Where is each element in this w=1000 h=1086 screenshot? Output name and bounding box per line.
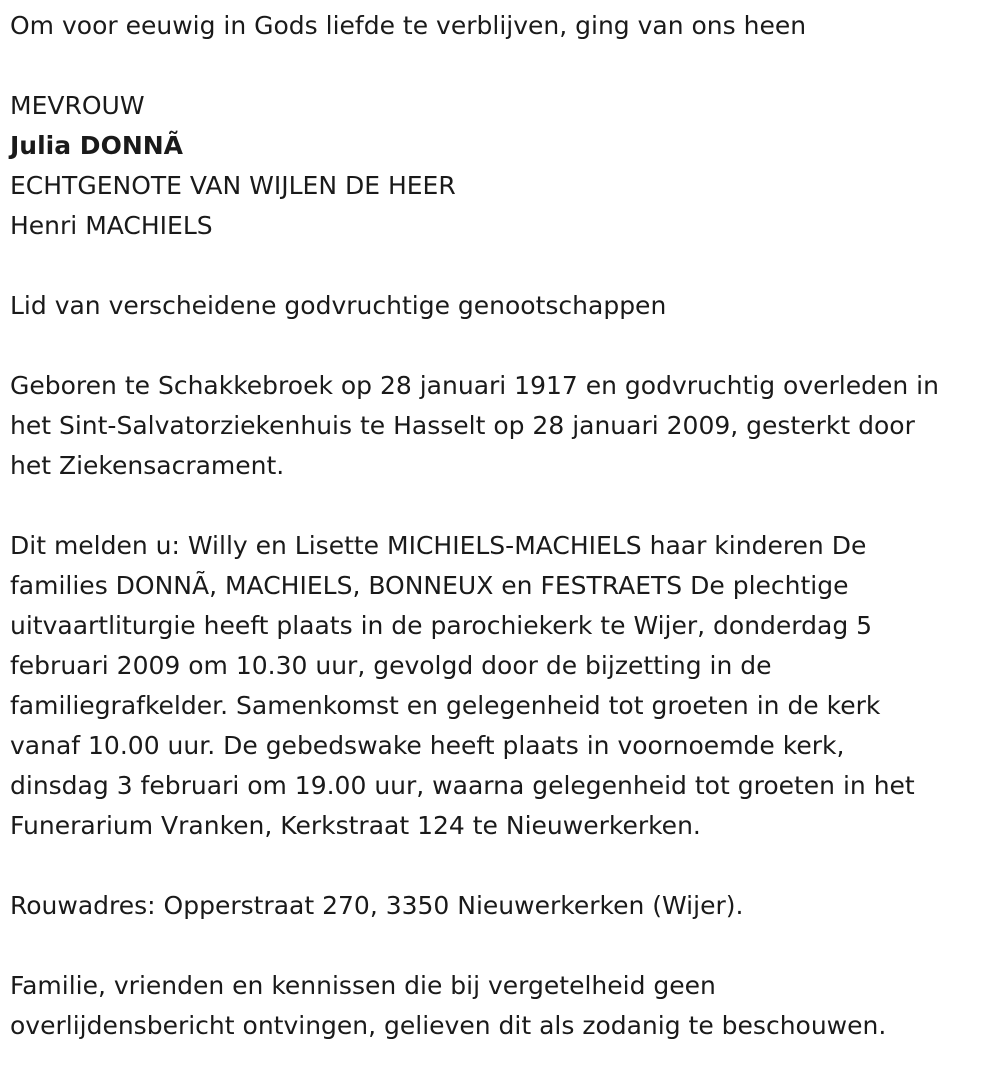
paragraph-line: families DONNÃ, MACHIELS, BONNEUX en FESTRAETS De plechtige — [10, 571, 849, 600]
obituary-notice — [10, 6, 995, 1046]
paragraph-line: het Sint-Salvatorziekenhuis te Hasselt op 28 januari 2009, gesterkt door — [10, 411, 915, 440]
paragraph-line: overlijdensbericht ontvingen, gelieven dit als zodanig te beschouwen. — [10, 1011, 887, 1040]
spacer — [10, 46, 995, 86]
paragraph-line: vanaf 10.00 uur. De gebedswake heeft plaats in voornoemde kerk, — [10, 731, 845, 760]
spacer — [10, 326, 995, 366]
membership-line: Lid van verscheidene godvruchtige genootschappen — [10, 291, 667, 320]
paragraph-line: februari 2009 om 10.30 uur, gevolgd door de bijzetting in de — [10, 651, 772, 680]
closing-paragraph — [10, 966, 995, 1046]
paragraph-line: het Ziekensacrament. — [10, 451, 285, 480]
spouse-name: Henri MACHIELS — [10, 211, 213, 240]
address-line: Rouwadres: Opperstraat 270, 3350 Nieuwerkerken (Wijer). — [10, 891, 744, 920]
spacer — [10, 246, 995, 286]
paragraph-line: Dit melden u: Willy en Lisette MICHIELS-MACHIELS haar kinderen De — [10, 531, 867, 560]
spacer — [10, 926, 995, 966]
paragraph-line: Familie, vrienden en kennissen die bij vergetelheid geen — [10, 971, 716, 1000]
paragraph-line: Funerarium Vranken, Kerkstraat 124 te Nieuwerkerken. — [10, 811, 701, 840]
paragraph-line: dinsdag 3 februari om 19.00 uur, waarna gelegenheid tot groeten in het — [10, 771, 915, 800]
paragraph-line: familiegrafkelder. Samenkomst en gelegenheid tot groeten in de kerk — [10, 691, 881, 720]
paragraph-line: Geboren te Schakkebroek op 28 januari 1917 en godvruchtig overleden in — [10, 371, 939, 400]
title-line: MEVROUW — [10, 91, 145, 120]
spouse-label: ECHTGENOTE VAN WIJLEN DE HEER — [10, 171, 456, 200]
announcement-paragraph — [10, 526, 995, 846]
spacer — [10, 486, 995, 526]
spacer — [10, 846, 995, 886]
intro-line: Om voor eeuwig in Gods liefde te verblijven, ging van ons heen — [10, 11, 807, 40]
deceased-name: Julia DONNÃ — [10, 131, 184, 160]
paragraph-line: uitvaartliturgie heeft plaats in de parochiekerk te Wijer, donderdag 5 — [10, 611, 873, 640]
birth-death-paragraph — [10, 366, 995, 486]
